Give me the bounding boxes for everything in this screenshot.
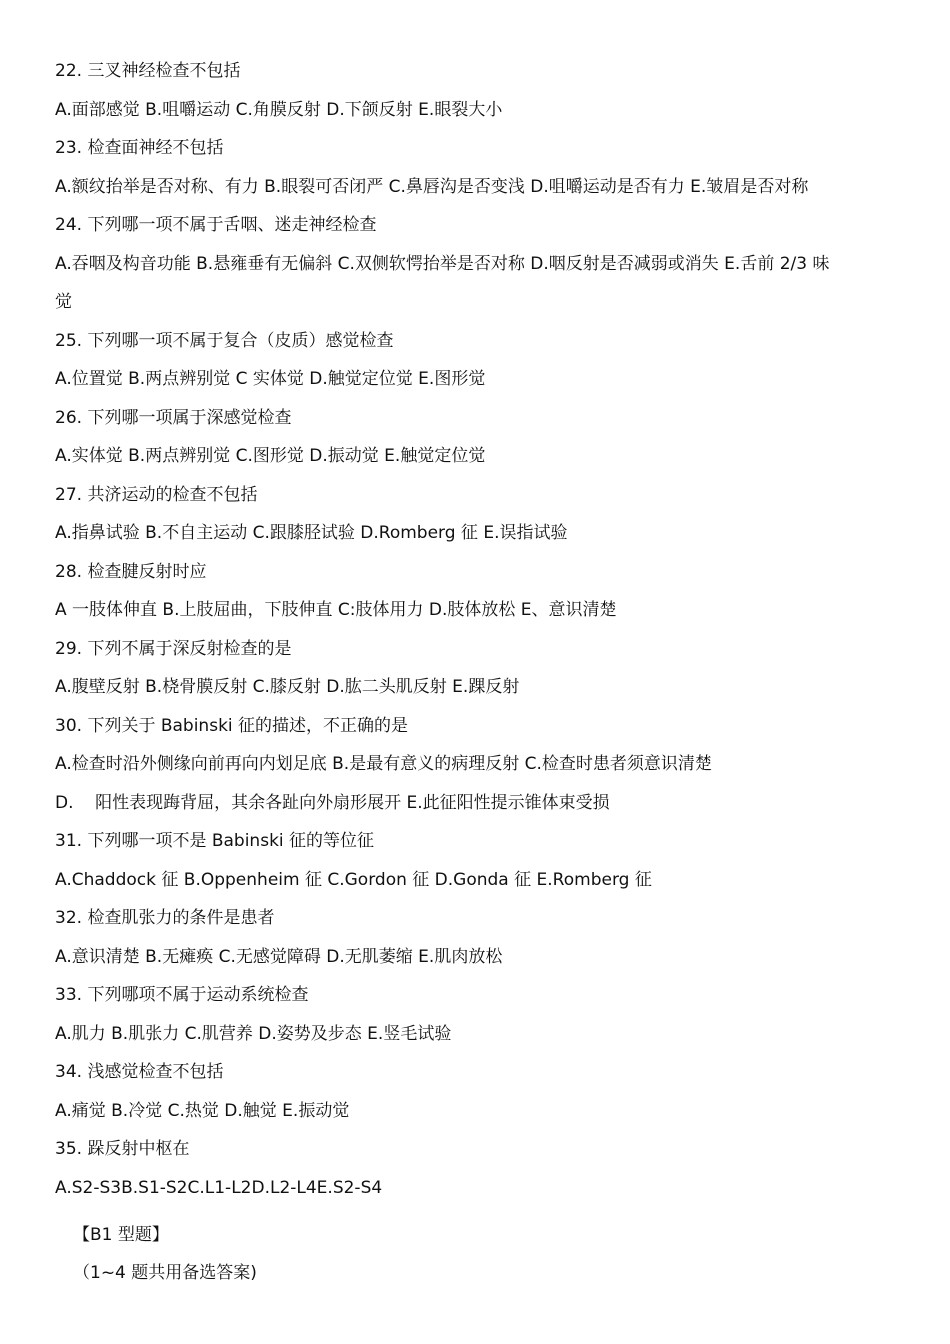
- question-24-stem: 24. 下列哪一项不属于舌咽、迷走神经检查: [55, 215, 377, 235]
- question-34-options: A.痛觉 B.冷觉 C.热觉 D.触觉 E.振动觉: [55, 1100, 350, 1121]
- question-23-options: A.额纹抬举是否对称、有力 B.眼裂可否闭严 C.鼻唇沟是否变浅 D.咀嚼运动是否有力 E.皱眉是否对称: [55, 176, 809, 197]
- question-27-stem: 27. 共济运动的检查不包括: [55, 484, 258, 505]
- question-35-stem: 35. 跺反射中枢在: [55, 1139, 190, 1159]
- question-30-stem: 30. 下列关于 Babinski 征的描述，不正确的是: [55, 715, 409, 736]
- question-32-stem: 32. 检查肌张力的条件是患者: [55, 908, 275, 928]
- question-34-stem: 34. 浅感觉检查不包括: [55, 1062, 224, 1082]
- question-33-options: A.肌力 B.肌张力 C.肌营养 D.姿势及步态 E.竖毛试验: [55, 1023, 452, 1044]
- question-28-options: A 一肢体伸直 B.上肢屈曲，下肢伸直 C:肢体用力 D.肢体放松 E、意识清楚: [55, 600, 617, 620]
- question-22-stem: 22. 三叉神经检查不包括: [55, 61, 241, 81]
- question-29-options: A.腹壁反射 B.桡骨膜反射 C.膝反射 D.肱二头肌反射 E.踝反射: [55, 677, 520, 697]
- question-29-stem: 29. 下列不属于深反射检查的是: [55, 638, 292, 659]
- question-30-options: A.检查时沿外侧缘向前再向内划足底 B.是最有意义的病理反射 C.检查时患者须意识清楚: [55, 754, 712, 774]
- question-26-stem: 26. 下列哪一项属于深感觉检查: [55, 407, 292, 428]
- question-27-options: A.指鼻试验 B.不自主运动 C.跟膝胫试验 D.Romberg 征 E.误指试验: [55, 523, 568, 543]
- question-31-stem: 31. 下列哪一项不是 Babinski 征的等位征: [55, 831, 375, 851]
- b1-section: [55, 1216, 900, 1292]
- question-26-options: A.实体觉 B.两点辨别觉 C.图形觉 D.振动觉 E.触觉定位觉: [55, 446, 486, 466]
- question-24-options-continued: 觉: [55, 292, 72, 312]
- question-33-stem: 33. 下列哪项不属于运动系统检查: [55, 985, 309, 1005]
- section-note: （1~4 题共用备选答案): [73, 1263, 257, 1283]
- question-28-stem: 28. 检查腱反射时应: [55, 561, 207, 582]
- section-heading: 【B1 型题】: [73, 1225, 169, 1245]
- question-35-options: A.S2-S3B.S1-S2C.L1-L2D.L2-L4E.S2-S4: [55, 1177, 383, 1198]
- question-30-options-d: D. 阳性表现踇背屈，其余各趾向外扇形展开 E.此征阳性提示锥体束受损: [55, 792, 610, 813]
- question-22-options: A.面部感觉 B.咀嚼运动 C.角膜反射 D.下颌反射 E.眼裂大小: [55, 99, 503, 120]
- question-24-options: A.吞咽及构音功能 B.悬雍垂有无偏斜 C.双侧软愕抬举是否对称 D.咽反射是否减弱或消失 E.舌前 2/3 味: [55, 253, 830, 274]
- question-23-stem: 23. 检查面神经不包括: [55, 138, 224, 158]
- question-32-options: A.意识清楚 B.无瘫痪 C.无感觉障碍 D.无肌萎缩 E.肌肉放松: [55, 946, 503, 967]
- question-25-stem: 25. 下列哪一项不属于复合（皮质）感觉检查: [55, 330, 394, 351]
- question-25-options: A.位置觉 B.两点辨别觉 C 实体觉 D.触觉定位觉 E.图形觉: [55, 369, 486, 389]
- question-31-options: A.Chaddock 征 B.Oppenheim 征 C.Gordon 征 D.Gonda 征 E.Romberg 征: [55, 869, 652, 890]
- question-list: [55, 52, 900, 1292]
